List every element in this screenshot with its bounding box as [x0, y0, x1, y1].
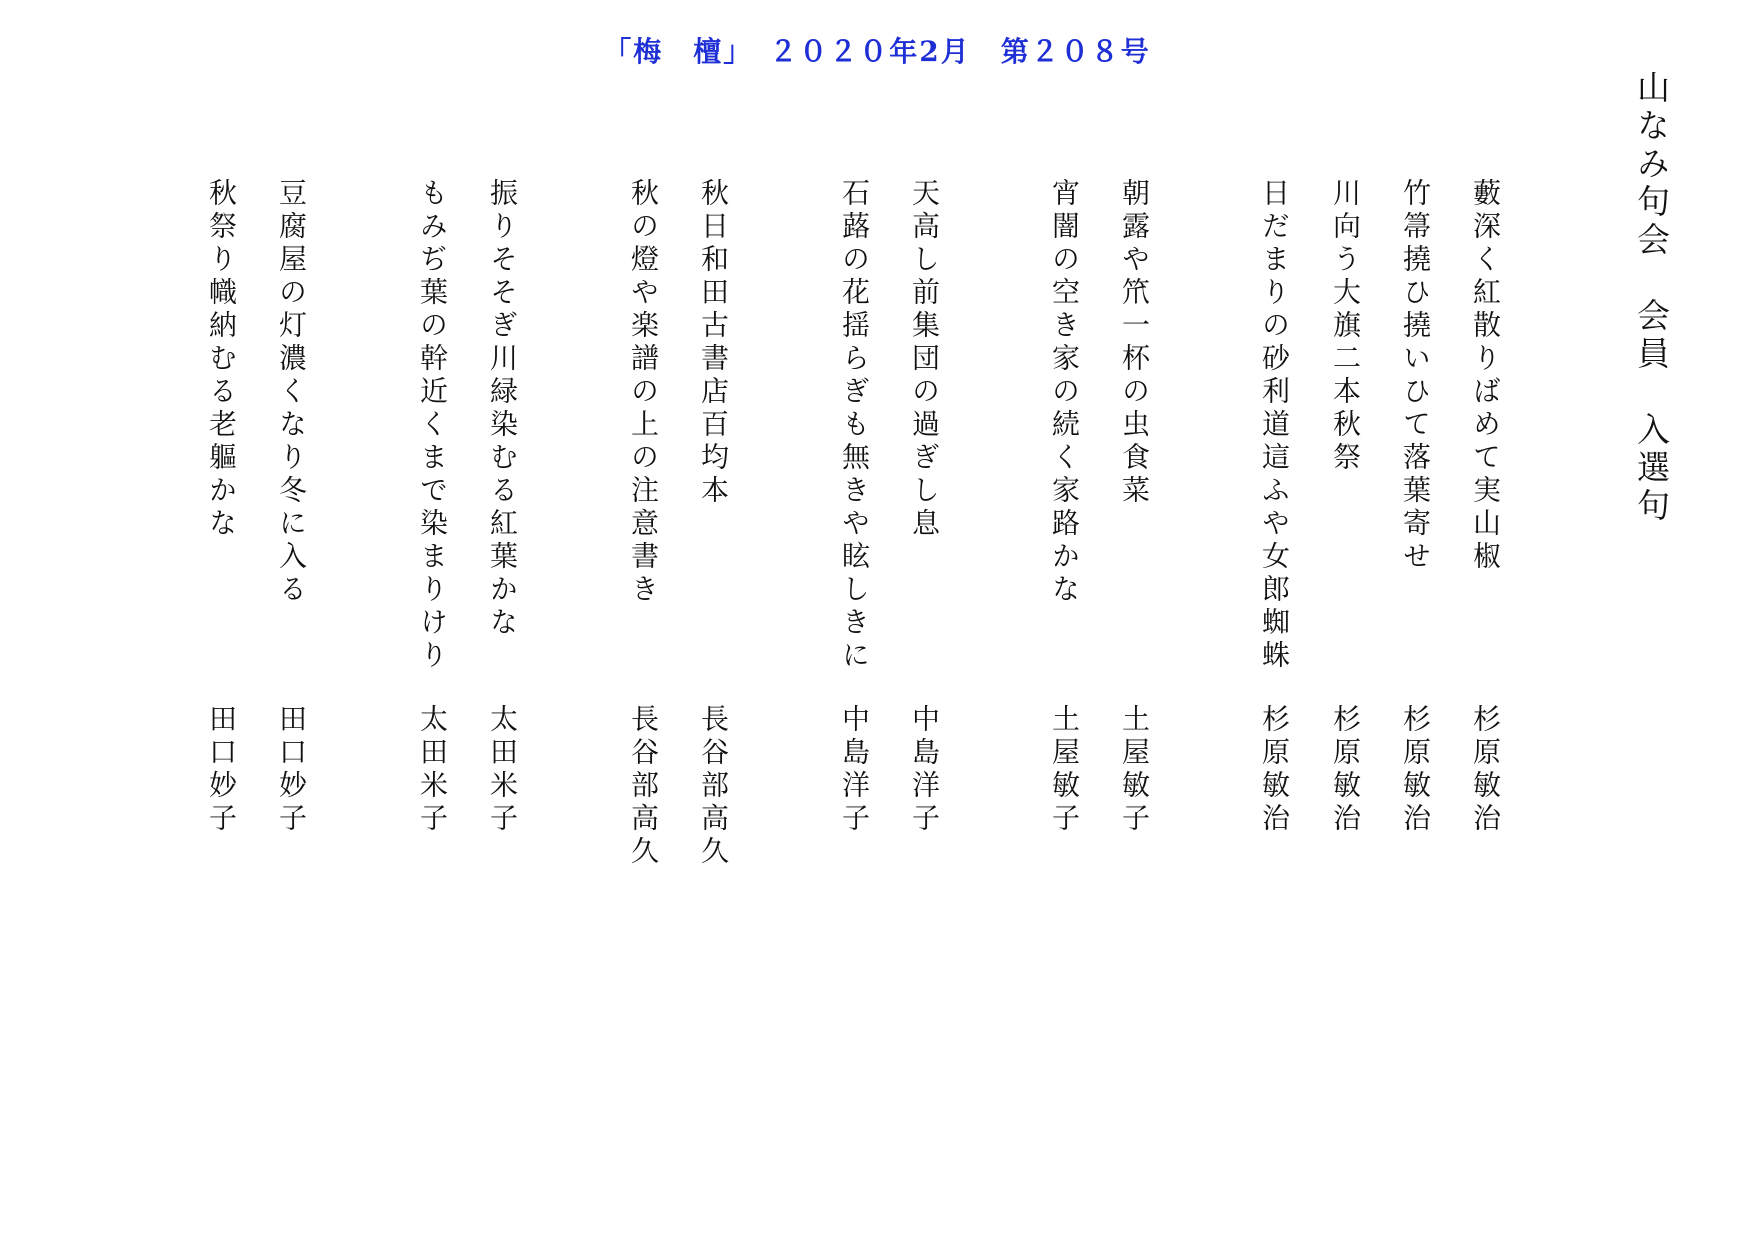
author-4: 杉原敏治: [1258, 704, 1291, 836]
poem-11: 振りそそぎ川緑染むる紅葉かな: [486, 178, 519, 640]
author-10: 長谷部高久: [627, 704, 660, 869]
poem-14: 秋祭り幟納むる老軀かな: [205, 178, 238, 541]
author-7: 中島洋子: [908, 704, 941, 836]
poem-12: もみぢ葉の幹近くまで染まりけり: [416, 178, 449, 673]
poem-8: 石蕗の花揺らぎも無きや眩しきに: [838, 178, 871, 673]
poem-6: 宵闇の空き家の続く家路かな: [1048, 178, 1081, 607]
poem-5: 朝露や笊一杯の虫食菜: [1118, 178, 1151, 508]
poem-10: 秋の燈や楽譜の上の注意書き: [627, 178, 660, 607]
poem-4: 日だまりの砂利道這ふや女郎蜘蛛: [1258, 178, 1291, 673]
poem-7: 天高し前集団の過ぎし息: [908, 178, 941, 541]
group-title: 山なみ句会 会員 入選句: [1632, 70, 1671, 526]
poem-13: 豆腐屋の灯濃くなり冬に入る: [275, 178, 308, 607]
author-9: 長谷部高久: [697, 704, 730, 869]
author-13: 田口妙子: [275, 704, 308, 836]
author-11: 太田米子: [486, 704, 519, 836]
author-14: 田口妙子: [205, 704, 238, 836]
author-8: 中島洋子: [838, 704, 871, 836]
poem-1: 藪深く紅散りばめて実山椒: [1469, 178, 1502, 574]
poem-9: 秋日和田古書店百均本: [697, 178, 730, 508]
author-5: 土屋敏子: [1118, 704, 1151, 836]
author-12: 太田米子: [416, 704, 449, 836]
author-6: 土屋敏子: [1048, 704, 1081, 836]
poem-3: 川向う大旗二本秋祭: [1329, 178, 1362, 475]
author-3: 杉原敏治: [1329, 704, 1362, 836]
newsletter-header: 「梅 檀」 ２０２０年2月 第２０８号: [603, 35, 1151, 68]
author-2: 杉原敏治: [1399, 704, 1432, 836]
author-1: 杉原敏治: [1469, 704, 1502, 836]
poem-2: 竹箒撓ひ撓いひて落葉寄せ: [1399, 178, 1432, 574]
